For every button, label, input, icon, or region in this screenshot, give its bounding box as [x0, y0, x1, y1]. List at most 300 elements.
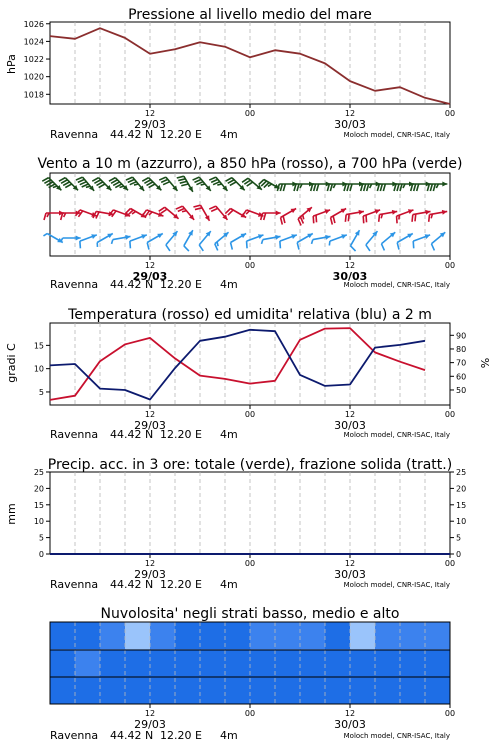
cloud-cell [350, 677, 376, 704]
wind-panel [37, 156, 462, 291]
wind-barb-10m [199, 231, 211, 251]
cloud-cell [325, 649, 351, 676]
temperature-series [50, 328, 425, 400]
wind-barb-10m [413, 234, 430, 248]
location-lon: 12.20 E [160, 278, 202, 291]
cloud-cell [250, 677, 276, 704]
wind-barb-850hpa [261, 211, 281, 221]
date-label: 29/03 [134, 118, 166, 131]
y-tick-label: 5 [39, 388, 44, 397]
barb-feather [331, 218, 333, 225]
cloud-cell [300, 649, 326, 676]
barb-feather [76, 177, 83, 180]
wind-barb-10m [130, 234, 147, 248]
y-tick-label: 15 [34, 501, 44, 510]
x-tick-label: 00 [445, 261, 455, 270]
cloud-cell [125, 622, 151, 649]
x-tick-label: 12 [145, 261, 155, 270]
y-tick-label: 10 [34, 517, 44, 526]
cloud-cell [200, 677, 226, 704]
x-tick-label: 00 [445, 709, 455, 718]
cloud-cell [175, 622, 201, 649]
wind-barb-10m [351, 230, 360, 251]
cloud-cell [125, 649, 151, 676]
barb-feather [184, 246, 189, 251]
pressure-y-label: hPa [5, 54, 18, 74]
cloud-cells [50, 622, 451, 704]
y-tick-label: 5 [39, 534, 44, 543]
barb-feather [128, 179, 135, 182]
wind-barb-10m [147, 234, 163, 250]
date-label: 30/03 [334, 118, 366, 131]
y-tick-label: 5 [456, 534, 461, 543]
barb-feather [397, 243, 399, 250]
precipitation-y-ticks-right [450, 468, 466, 559]
barb-feather [126, 177, 133, 180]
barb-feather [209, 206, 216, 209]
barb-feather [211, 179, 218, 182]
location-lon: 12.20 E [160, 578, 202, 591]
wind-barb-850hpa [331, 209, 347, 225]
cloud-cell [275, 677, 301, 704]
pressure-panel [5, 7, 455, 141]
cloud-cell [375, 649, 401, 676]
cloud-cell [175, 649, 201, 676]
wind-barb-850hpa [412, 210, 430, 222]
x-tick-label: 12 [345, 109, 355, 118]
barb-feather [217, 184, 221, 185]
y-tick-label: 0 [456, 550, 461, 559]
barb-feather [280, 184, 282, 191]
barb-feather [209, 177, 216, 180]
wind-barb-10m [61, 236, 81, 243]
y-tick-label: 15 [456, 501, 466, 510]
wind-barb-850hpa [397, 209, 414, 223]
cloud-cell [225, 677, 251, 704]
cloud-cell [350, 649, 376, 676]
barb-feather [329, 241, 330, 245]
barb-feather [195, 208, 202, 210]
barb-feather [348, 214, 349, 221]
clouds-x-ticks [145, 704, 455, 718]
wind-barb-700hpa [76, 177, 94, 191]
barb-feather [247, 241, 248, 248]
x-tick-label: 00 [245, 709, 255, 718]
barb-feather [316, 215, 317, 222]
wind-x-ticks [145, 256, 455, 270]
x-tick-label: 12 [345, 709, 355, 718]
wind-barb-10m [247, 234, 264, 248]
wind-barb-10m [184, 230, 193, 251]
y-tick-label: 1026 [24, 20, 44, 29]
wind-barb-850hpa [379, 210, 397, 222]
barb-feather [193, 177, 200, 180]
barb-feather [180, 181, 187, 183]
y-tick-label: 20 [456, 484, 466, 493]
barb-feather [246, 211, 249, 214]
barb-feather [397, 216, 398, 223]
barb-feather [262, 240, 263, 244]
barb-feather [350, 184, 352, 191]
location-lon: 12.20 E [160, 428, 202, 441]
cloud-cell [250, 622, 276, 649]
cloud-cell [425, 622, 451, 649]
cloud-cell [150, 622, 176, 649]
location-name: Ravenna [50, 729, 98, 742]
barb-feather [429, 215, 430, 222]
clouds-footer [50, 729, 450, 742]
barb-feather [415, 214, 416, 221]
cloud-cell [75, 649, 101, 676]
pressure-y-ticks [24, 20, 50, 100]
barb-feather [364, 184, 366, 191]
temperature-footer [50, 428, 450, 441]
barb-feather [430, 184, 432, 191]
x-tick-label: 12 [145, 559, 155, 568]
barb-feather [367, 184, 369, 191]
date-label: 29/03 [134, 419, 166, 432]
cloud-cell [100, 649, 126, 676]
wind-barb-10m [112, 235, 131, 244]
cloud-cell [150, 649, 176, 676]
barb-feather [147, 243, 149, 250]
barb-head [442, 182, 447, 187]
cloud-cell [375, 677, 401, 704]
barb-feather [400, 184, 402, 191]
y-tick-label: 80 [456, 345, 466, 354]
wind-barb-10m [329, 234, 346, 245]
location-alt: 4m [220, 578, 238, 591]
model-credit: Moloch model, CNR-ISAC, Italy [344, 431, 450, 439]
precipitation-plot-frame [50, 472, 450, 554]
barb-feather [53, 186, 57, 187]
cloud-cell [400, 677, 426, 704]
location-lon: 12.20 E [160, 729, 202, 742]
x-tick-label: 12 [345, 410, 355, 419]
barb-feather [132, 212, 136, 214]
barb-feather [283, 216, 285, 223]
barb-feather [120, 186, 124, 187]
wind-barb-700hpa [126, 177, 144, 191]
cloud-cell [175, 677, 201, 704]
cloud-cell [75, 622, 101, 649]
y-tick-label: 20 [34, 484, 44, 493]
barb-feather [134, 184, 138, 185]
pressure-plot-frame [50, 22, 450, 104]
cloud-cell [400, 622, 426, 649]
y-tick-label: 70 [456, 359, 466, 368]
x-tick-label: 00 [445, 109, 455, 118]
wind-barb-700hpa [42, 178, 61, 191]
cloud-cell [200, 649, 226, 676]
wind-barb-10m [312, 235, 331, 244]
barb-feather [351, 246, 356, 251]
y-tick-label: 0 [39, 550, 44, 559]
wind-barb-10m [297, 234, 313, 250]
wind-barb-10m [43, 234, 62, 243]
cloud-cell [225, 622, 251, 649]
barb-feather [80, 241, 81, 248]
pressure-x-ticks [145, 104, 455, 118]
wind-barb-700hpa [193, 177, 211, 191]
barb-feather [433, 184, 435, 191]
date-label: 30/03 [334, 568, 366, 581]
barb-feather [381, 244, 384, 251]
precipitation-panel [5, 457, 466, 591]
barb-feather [379, 215, 380, 222]
humidity-y-ticks [450, 331, 466, 395]
cloud-cell [200, 622, 226, 649]
cloud-cell [425, 649, 451, 676]
location-lat: 44.42 N [110, 428, 153, 441]
wind-barb-700hpa [177, 176, 193, 192]
cloud-cell [325, 622, 351, 649]
barb-feather [317, 184, 319, 191]
cloud-cell [100, 677, 126, 704]
barb-feather [412, 215, 413, 222]
wind-footer [50, 278, 450, 291]
precipitation-guides [75, 472, 425, 554]
temperature-x-ticks [145, 405, 455, 419]
date-label: 30/03 [334, 718, 366, 731]
y-tick-label: 1018 [24, 90, 44, 99]
cloud-cell [250, 649, 276, 676]
cloud-cell [75, 677, 101, 704]
wind-barb-850hpa [313, 209, 330, 223]
precipitation-y-ticks [34, 468, 50, 559]
wind-barb-10m [231, 234, 247, 250]
cloud-cell [275, 649, 301, 676]
barb-feather [163, 182, 170, 185]
wind-barb-10m [280, 234, 297, 248]
y-tick-label: 1020 [24, 73, 44, 82]
location-lat: 44.42 N [110, 578, 153, 591]
barb-feather [333, 216, 335, 223]
clouds-title: Nuvolosita' negli strati basso, medio e alto [101, 606, 400, 622]
location-name: Ravenna [50, 578, 98, 591]
location-name: Ravenna [50, 278, 98, 291]
barb-feather [283, 184, 285, 191]
precipitation-title: Precip. acc. in 3 ore: totale (verde), frazione solida (tratt.) [48, 457, 452, 473]
humidity-y-label: % [479, 358, 492, 368]
cloud-cell [325, 677, 351, 704]
x-tick-label: 12 [345, 261, 355, 270]
barb-feather [297, 243, 299, 250]
barb-feather [130, 241, 131, 248]
barb-feather [330, 184, 332, 191]
wind-barb-850hpa [345, 210, 363, 222]
location-name: Ravenna [50, 128, 98, 141]
barb-feather [417, 184, 419, 191]
barb-feather [413, 241, 414, 248]
pressure-guides [75, 22, 425, 104]
cloud-cell [300, 622, 326, 649]
cloud-cell [125, 677, 151, 704]
y-tick-label: 50 [456, 386, 466, 395]
wind-barb-10m [397, 234, 413, 250]
wind-title: Vento a 10 m (azzurro), a 850 hPa (rosso), a 700 hPa (verde) [37, 156, 462, 172]
barb-feather [345, 215, 346, 222]
barb-feather [80, 182, 87, 185]
date-label: 30/03 [334, 419, 366, 432]
pressure-title: Pressione al livello medio del mare [128, 7, 372, 23]
humidity-line [50, 330, 425, 400]
model-credit: Moloch model, CNR-ISAC, Italy [344, 581, 450, 589]
precipitation-x-ticks [145, 554, 455, 568]
x-tick-label: 12 [145, 109, 155, 118]
barb-feather [280, 241, 281, 248]
y-tick-label: 25 [34, 468, 44, 477]
precipitation-footer [50, 578, 450, 591]
cloud-cell [400, 649, 426, 676]
wind-barb-10m [262, 235, 281, 244]
barb-feather [193, 205, 200, 207]
barb-feather [182, 211, 186, 212]
location-lat: 44.42 N [110, 128, 153, 141]
wind-barb-10m [381, 232, 395, 250]
barb-feather [313, 216, 314, 223]
x-tick-label: 12 [345, 559, 355, 568]
temperature-panel [5, 307, 492, 441]
cloud-cell [300, 677, 326, 704]
barb-feather [314, 184, 316, 191]
barb-feather [297, 184, 299, 191]
x-tick-label: 00 [445, 410, 455, 419]
barb-feather [178, 179, 185, 181]
barb-feather [176, 206, 183, 209]
temperature-y-label: gradi C [5, 343, 18, 383]
y-tick-label: 90 [456, 331, 466, 340]
model-credit: Moloch model, CNR-ISAC, Italy [344, 131, 450, 139]
cloud-cell [50, 622, 76, 649]
y-tick-label: 1024 [24, 37, 44, 46]
temperature-plot-frame [50, 323, 450, 405]
barb-feather [166, 245, 170, 251]
y-tick-label: 1022 [24, 55, 44, 64]
precipitation-y-label: mm [5, 503, 18, 524]
wind-barb-10m [97, 234, 113, 247]
wind-barb-700hpa [142, 178, 161, 191]
barb-feather [86, 186, 90, 187]
model-credit: Moloch model, CNR-ISAC, Italy [344, 732, 450, 740]
barb-feather [44, 213, 46, 220]
wind-barb-850hpa [281, 209, 297, 225]
wind-barb-850hpa [363, 209, 380, 223]
x-tick-label: 00 [445, 559, 455, 568]
barb-head [276, 211, 281, 216]
wind-barb-850hpa [159, 207, 179, 219]
barb-feather [231, 243, 233, 250]
date-label: 30/03 [333, 270, 368, 283]
wind-barb-10m [80, 234, 97, 248]
x-tick-label: 12 [145, 410, 155, 419]
x-tick-label: 00 [245, 109, 255, 118]
wind-barbs [42, 176, 447, 251]
location-lat: 44.42 N [110, 729, 153, 742]
clouds-panel [50, 606, 455, 742]
barb-feather [112, 240, 113, 244]
wind-barb-700hpa [92, 178, 111, 191]
location-alt: 4m [220, 128, 238, 141]
x-tick-label: 12 [145, 709, 155, 718]
cloud-cell [50, 649, 76, 676]
wind-barb-850hpa [193, 205, 209, 221]
barb-feather [414, 184, 416, 191]
x-tick-label: 00 [245, 261, 255, 270]
barb-feather [211, 208, 218, 211]
location-alt: 4m [220, 729, 238, 742]
wind-barb-10m [431, 232, 445, 250]
wind-barb-10m [215, 232, 229, 250]
barb-feather [281, 218, 283, 225]
barb-feather [298, 219, 301, 226]
cloud-cell [350, 622, 376, 649]
barb-feather [399, 215, 400, 219]
x-tick-label: 00 [245, 559, 255, 568]
location-lon: 12.20 E [160, 128, 202, 141]
barb-feather [397, 184, 399, 191]
location-alt: 4m [220, 428, 238, 441]
cloud-cell [100, 622, 126, 649]
cloud-cell [225, 649, 251, 676]
date-label: 29/03 [134, 568, 166, 581]
cloud-cell [375, 622, 401, 649]
date-label: 29/03 [134, 718, 166, 731]
barb-feather [217, 242, 218, 246]
wind-barb-700hpa [259, 180, 280, 189]
y-tick-label: 25 [456, 468, 466, 477]
barb-feather [43, 234, 47, 236]
cloud-cell [50, 677, 76, 704]
barb-feather [366, 215, 367, 222]
barb-feather [181, 184, 188, 186]
barb-feather [78, 179, 85, 182]
barb-feather [177, 176, 184, 178]
date-label: 29/03 [133, 270, 168, 283]
barb-feather [264, 213, 266, 220]
y-tick-label: 10 [456, 517, 466, 526]
barb-feather [277, 184, 279, 191]
cloud-cell [425, 677, 451, 704]
barb-feather [363, 216, 364, 223]
location-lat: 44.42 N [110, 278, 153, 291]
barb-feather [303, 215, 304, 219]
barb-feather [347, 184, 349, 191]
temperature-guides [75, 323, 425, 405]
barb-feather [431, 244, 434, 251]
temperature-y-ticks [34, 341, 50, 397]
barb-feather [380, 184, 382, 191]
model-credit: Moloch model, CNR-ISAC, Italy [344, 281, 450, 289]
wind-barb-850hpa [429, 210, 447, 222]
cloud-cell [275, 622, 301, 649]
barb-feather [161, 179, 168, 182]
wind-barb-700hpa [226, 178, 245, 191]
cloud-cell [150, 677, 176, 704]
wind-barb-10m [366, 231, 378, 251]
barb-feather [159, 177, 166, 180]
x-tick-label: 00 [245, 410, 255, 419]
wind-barb-850hpa [242, 210, 263, 217]
temperature-title: Temperatura (rosso) ed umidita' relativa (blu) a 2 m [67, 307, 432, 323]
pressure-footer [50, 128, 450, 141]
barb-feather [201, 184, 205, 185]
barb-feather [268, 184, 272, 186]
location-name: Ravenna [50, 428, 98, 441]
barb-feather [383, 184, 385, 191]
y-tick-label: 10 [34, 365, 44, 374]
wind-barb-10m [166, 231, 178, 251]
